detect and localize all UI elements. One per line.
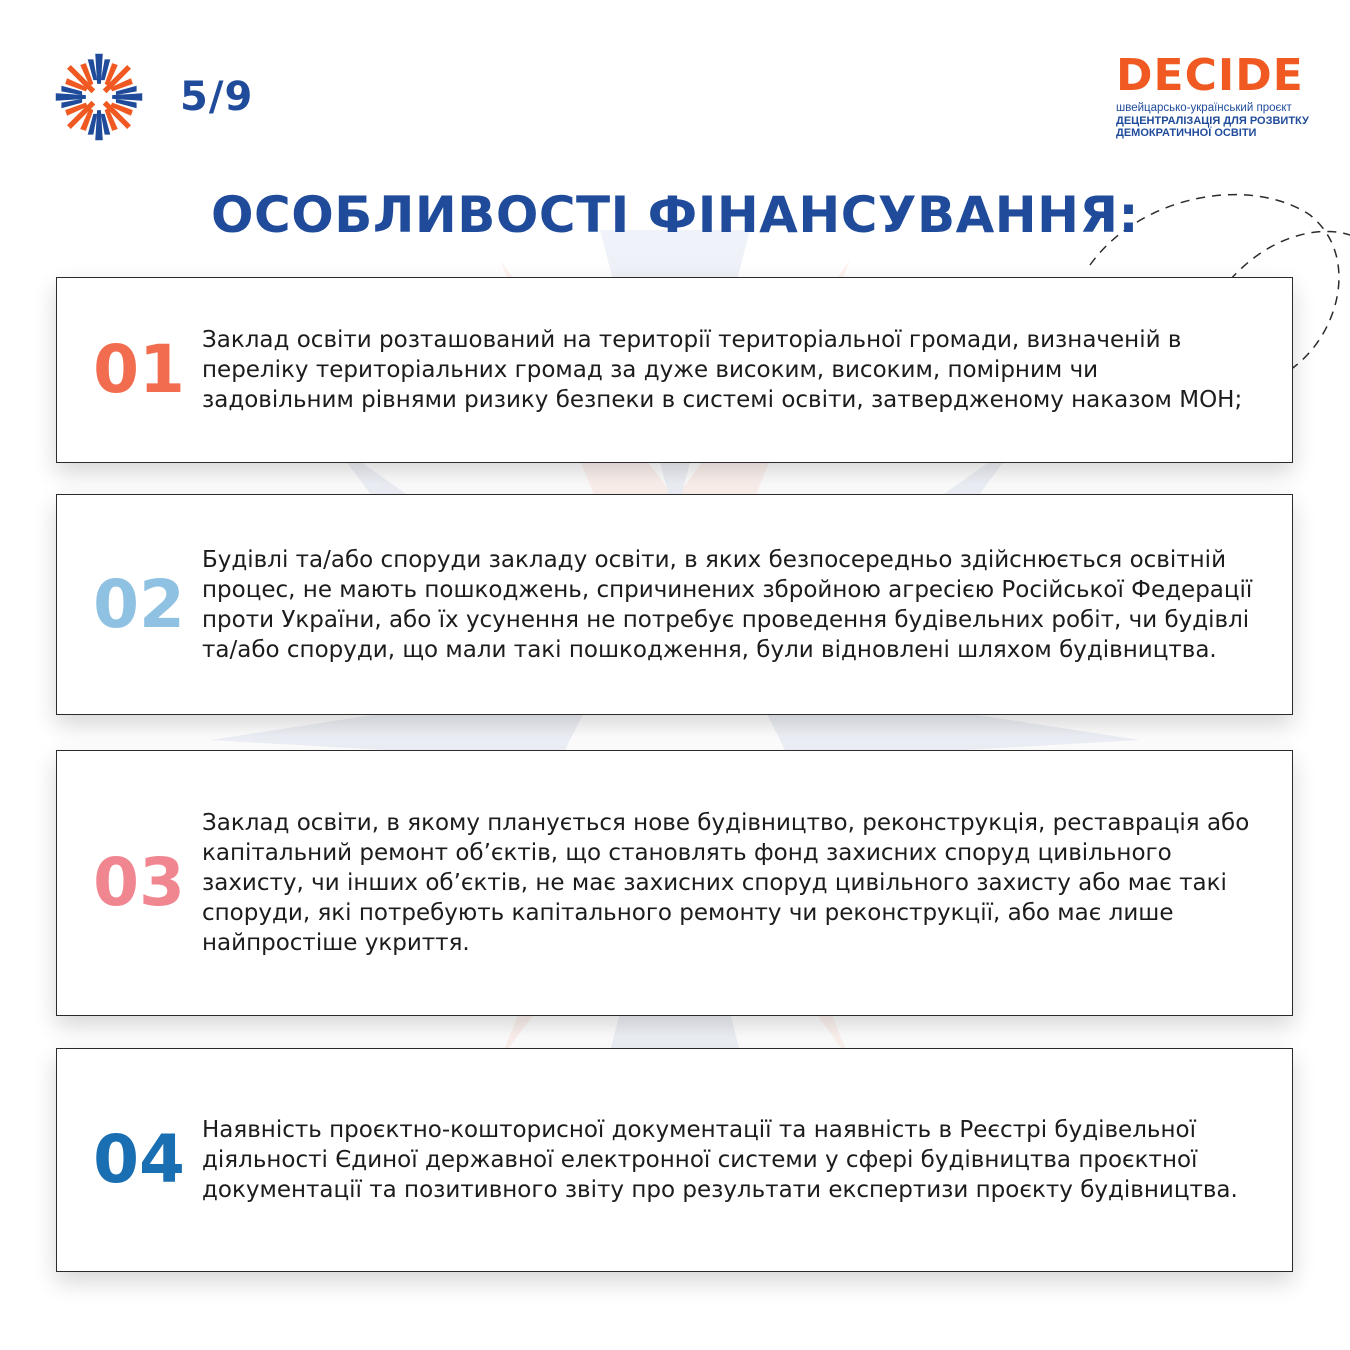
feature-card-03 xyxy=(56,750,1293,1016)
card-text: Наявність проєктно-кошторисної документації та наявність в Реєстрі будівельної діяльності Єдиної державної електронної системи у сфері будівництва проєктної документації та позитивного звіту про результати експертизи проєкту будівництва. xyxy=(202,1117,1238,1203)
card-number: 03 xyxy=(93,844,185,921)
feature-card-01 xyxy=(56,277,1293,463)
card-number: 04 xyxy=(93,1121,185,1198)
card-number: 01 xyxy=(93,331,185,408)
brand-subtitle-line-1: ДЕЦЕНТРАЛІЗАЦІЯ ДЛЯ РОЗВИТКУ xyxy=(1116,115,1309,127)
page-counter: 5/9 xyxy=(180,74,254,120)
card-number: 02 xyxy=(93,565,185,643)
brand-subtitle-line-2: ДЕМОКРАТИЧНОЇ ОСВІТИ xyxy=(1116,127,1257,139)
card-text: Заклад освіти розташований на території територіальної громади, визначеній в переліку територіальних громад за дуже високим, високим, помірним чи задовільним рівнями ризику безпеки в системі освіти, затвердженому наказом МОН; xyxy=(202,327,1243,413)
feature-card-04 xyxy=(56,1048,1293,1272)
brand-tagline: швейцарсько-український проєкт xyxy=(1116,102,1292,114)
card-text: Будівлі та/або споруди закладу освіти, в яких безпосередньо здійснюється освітній процес, не мають пошкоджень, спричинених збройною агресією Російської Федерації проти України, або їх усунення не потребує проведення будівельних робіт, чи будівлі та/або споруди, що мали такі пошкодження, були відновлені шляхом будівництва. xyxy=(202,546,1253,663)
snowflake-logo-icon xyxy=(52,50,146,144)
card-text: Заклад освіти, в якому планується нове будівництво, реконструкція, реставрація або капітальний ремонт об’єктів, що становлять фонд захисних споруд цивільного захисту, чи інших об’єктів, не має захисних споруд цивільного захисту або має такі споруди, які потребують капітального ремонту чи реконструкції, або має лише найпростіше укриття. xyxy=(202,810,1250,956)
decide-brand-logo xyxy=(1116,52,1316,139)
feature-card-02 xyxy=(56,494,1293,715)
brand-name: DECIDE xyxy=(1116,50,1304,101)
page-title: ОСОБЛИВОСТІ ФІНАНСУВАННЯ: xyxy=(211,186,1139,244)
